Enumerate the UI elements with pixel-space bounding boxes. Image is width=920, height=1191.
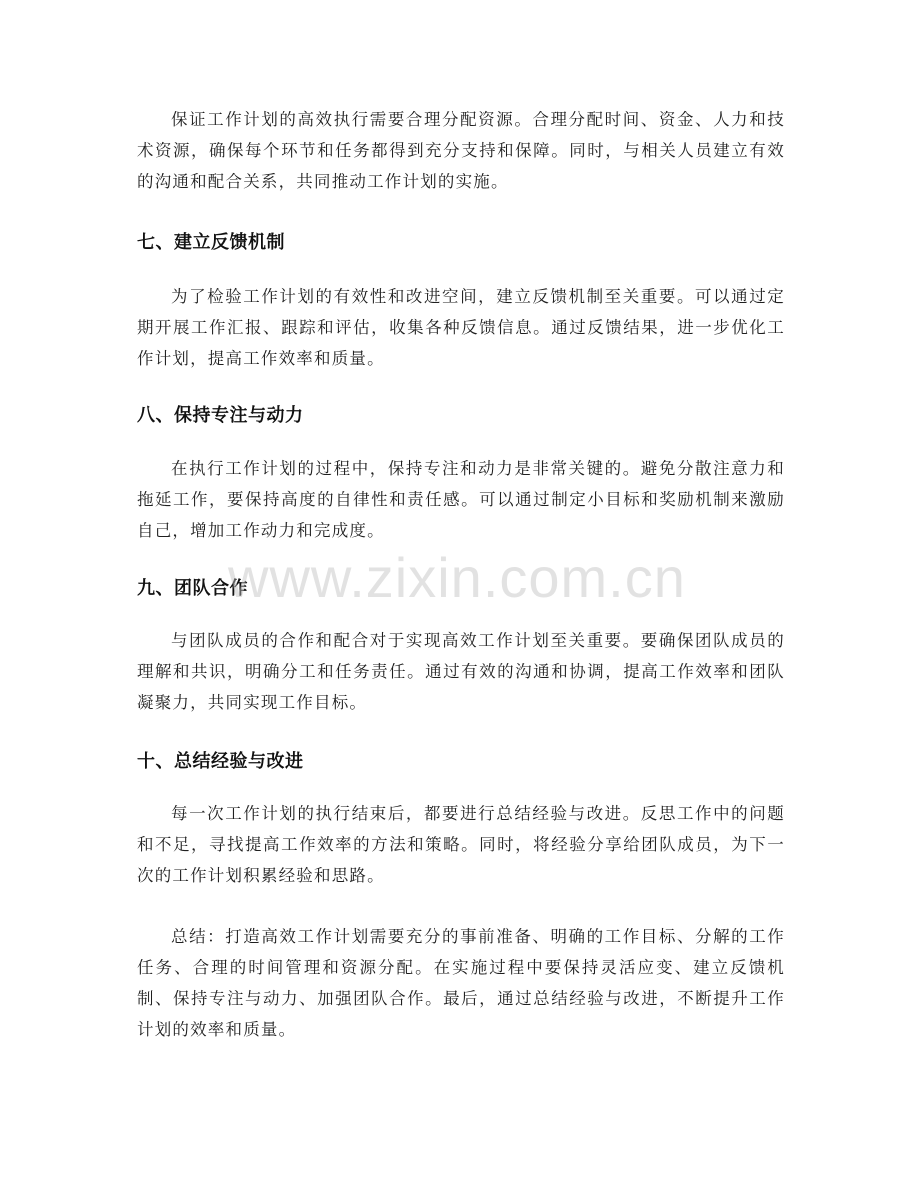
summary-paragraph: 总结：打造高效工作计划需要充分的事前准备、明确的工作目标、分解的工作任务、合理的时间管理和资源分配。在实施过程中要保持灵活应变、建立反馈机制、保持专注与动力、加强团队合作。最后，通过总结经验与改进，不断提升工作计划的效率和质量。	[137, 927, 785, 1039]
section-body-teamwork: 与团队成员的合作和配合对于实现高效工作计划至关重要。要确保团队成员的理解和共识，明确分工和任务责任。通过有效的沟通和协调，提高工作效率和团队凝聚力，共同实现工作目标。	[137, 631, 785, 712]
section-body-focus: 在执行工作计划的过程中，保持专注和动力是非常关键的。避免分散注意力和拖延工作，要保持高度的自律性和责任感。可以通过制定小目标和奖励机制来激励自己，增加工作动力和完成度。	[137, 459, 785, 540]
section-heading-focus: 八、保持专注与动力	[137, 405, 304, 426]
section-heading-feedback: 七、建立反馈机制	[137, 232, 285, 253]
section-heading-teamwork: 九、团队合作	[137, 578, 248, 599]
intro-paragraph: 保证工作计划的高效执行需要合理分配资源。合理分配时间、资金、人力和技术资源，确保每个环节和任务都得到充分支持和保障。同时，与相关人员建立有效的沟通和配合关系，共同推动工作计划的实施。	[137, 110, 785, 191]
section-body-review: 每一次工作计划的执行结束后，都要进行总结经验与改进。反思工作中的问题和不足，寻找提高工作效率的方法和策略。同时，将经验分享给团队成员，为下一次的工作计划积累经验和思路。	[137, 804, 785, 885]
section-heading-review: 十、总结经验与改进	[137, 751, 304, 772]
section-body-feedback: 为了检验工作计划的有效性和改进空间，建立反馈机制至关重要。可以通过定期开展工作汇报、跟踪和评估，收集各种反馈信息。通过反馈结果，进一步优化工作计划，提高工作效率和质量。	[137, 287, 785, 368]
watermark: www.zixin.com.cn	[228, 546, 686, 609]
